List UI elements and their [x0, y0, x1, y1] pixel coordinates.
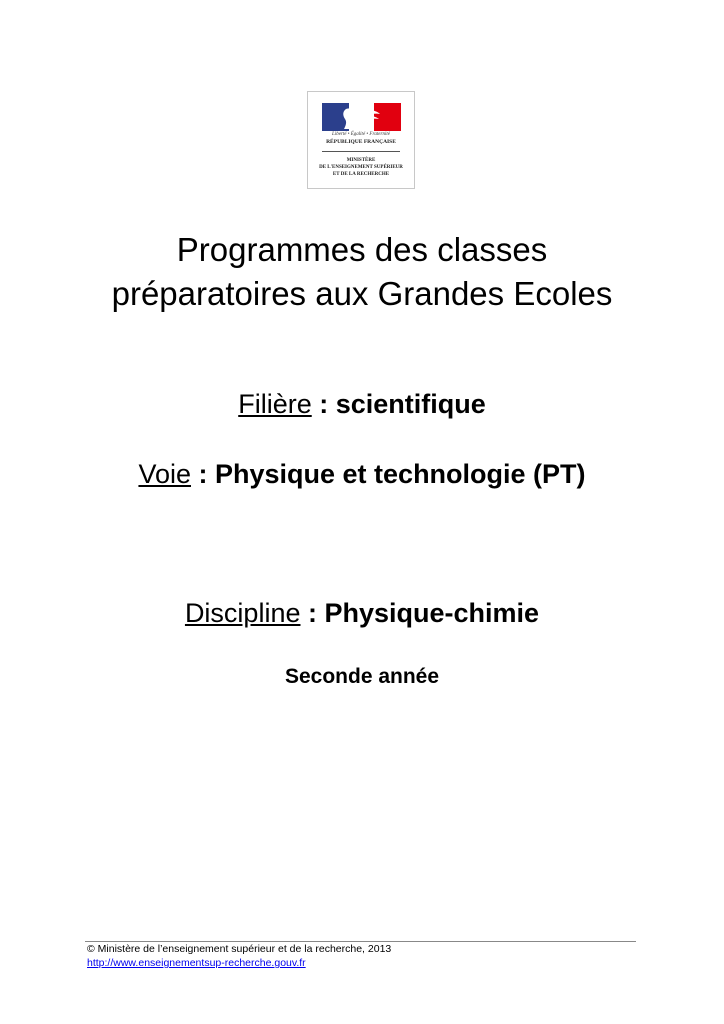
discipline-label: Discipline: [184, 598, 301, 628]
voie-value: : Physique et technologie (PT): [191, 459, 586, 489]
document-title: [0, 228, 724, 316]
logo-ministry: [308, 157, 414, 178]
filiere-line: [0, 388, 724, 420]
logo-republic: RÉPUBLIQUE FRANÇAISE: [326, 139, 396, 145]
title-line-2: préparatoires aux Grandes Ecoles: [111, 275, 613, 312]
footer-link[interactable]: http://www.enseignementsup-recherche.gouv.fr: [87, 957, 306, 969]
ministry-logo: [307, 91, 415, 189]
logo-divider: [322, 151, 400, 152]
footer-copyright: © Ministère de l’enseignement supérieur et de la recherche, 2013: [87, 943, 392, 955]
year-label: Seconde année: [284, 665, 440, 688]
marianne-flag-icon: [322, 103, 401, 131]
logo-ministry-line: ET DE LA RECHERCHE: [332, 172, 390, 177]
discipline-value: : Physique-chimie: [300, 598, 540, 628]
logo-motto: Liberté • Égalité • Fraternité: [332, 132, 390, 137]
title-line-1: Programmes des classes: [176, 231, 548, 268]
voie-line: [0, 458, 724, 490]
discipline-line: [0, 597, 724, 629]
filiere-label: Filière: [238, 389, 312, 419]
filiere-value: : scientifique: [311, 389, 486, 419]
voie-label: Voie: [138, 459, 191, 489]
logo-ministry-line: MINISTÈRE: [346, 158, 376, 163]
logo-ministry-line: DE L'ENSEIGNEMENT SUPÉRIEUR: [319, 165, 403, 170]
